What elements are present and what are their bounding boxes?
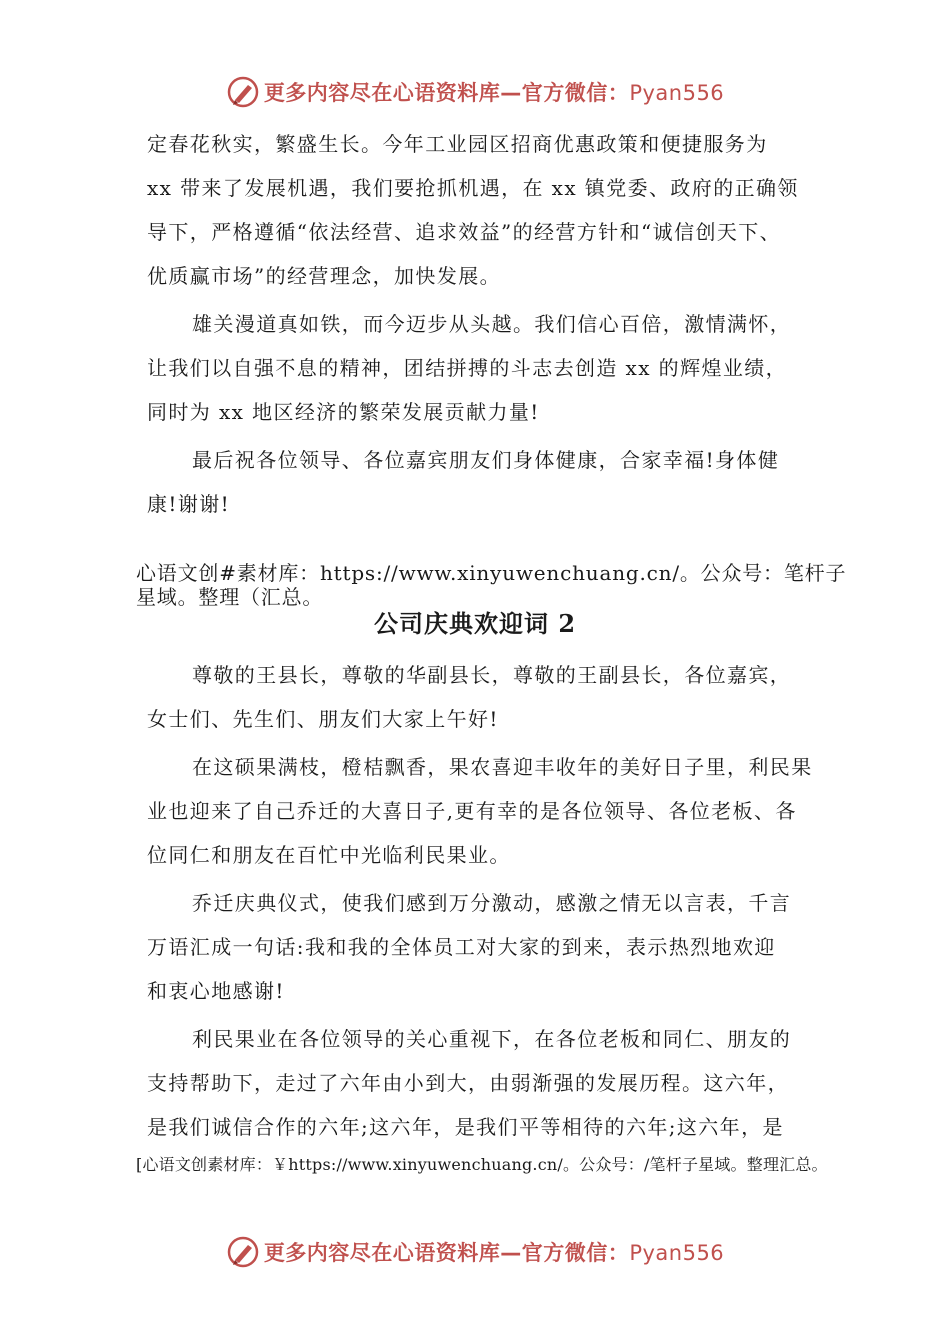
section-line: 乔迁庆典仪式，使我们感到万分激动，感激之情无以言表，千言 xyxy=(192,891,792,915)
section-line: 是我们诚信合作的六年;这六年，是我们平等相待的六年;这六年，是 xyxy=(147,1115,784,1139)
section-title: 公司庆典欢迎词 2 xyxy=(373,609,577,638)
banner-main-text: 更多内容尽在心语资料库—官方微信： xyxy=(263,81,630,105)
pen-circle-logo-icon xyxy=(226,75,260,109)
section-line: 万语汇成一句话:我和我的全体员工对大家的到来，表示热烈地欢迎 xyxy=(147,935,776,959)
section-line: 在这硕果满枝，橙桔飘香，果农喜迎丰收年的美好日子里，利民果 xyxy=(192,755,813,779)
section-line: 尊敬的王县长，尊敬的华副县长，尊敬的王副县长，各位嘉宾， xyxy=(192,663,792,687)
body-line: 让我们以自强不息的精神，团结拼搏的斗志去创造 xx 的辉煌业绩， xyxy=(147,356,788,380)
section-line: 位同仁和朋友在百忙中光临利民果业。 xyxy=(147,843,511,867)
section-line: 利民果业在各位领导的关心重视下，在各位老板和同仁、朋友的 xyxy=(192,1027,792,1051)
banner-text xyxy=(264,77,724,107)
body-line: 康!谢谢! xyxy=(147,492,231,516)
pen-circle-logo-icon xyxy=(226,1235,260,1269)
footer-source-note: [心语文创素材库：￥https://www.xinyuwenchuang.cn/。公众号：/笔杆子星域。整理汇总。 xyxy=(136,1155,828,1174)
section-line: 支持帮助下，走过了六年由小到大，由弱渐强的发展历程。这六年， xyxy=(147,1071,789,1095)
header-banner xyxy=(0,72,950,112)
section-line: 和衷心地感谢! xyxy=(147,979,285,1003)
section-line: 业也迎来了自己乔迁的大喜日子,更有幸的是各位领导、各位老板、各 xyxy=(147,799,797,823)
source-note-line2: 星域。整理（汇总。 xyxy=(136,585,324,609)
body-line: 最后祝各位领导、各位嘉宾朋友们身体健康，合家幸福!身体健 xyxy=(192,448,780,472)
body-line: 雄关漫道真如铁，而今迈步从头越。我们信心百倍，激情满怀， xyxy=(192,312,792,336)
body-line: 优质赢市场”的经营理念，加快发展。 xyxy=(147,264,502,288)
banner-text xyxy=(264,1237,724,1267)
source-note-line1: 心语文创#素材库：https://www.xinyuwenchuang.cn/。公众号：笔杆子 xyxy=(136,561,847,585)
body-line: xx 带来了发展机遇，我们要抢抓机遇，在 xx 镇党委、政府的正确领 xyxy=(147,176,799,200)
banner-main-text: 更多内容尽在心语资料库—官方微信： xyxy=(263,1241,630,1265)
body-line: 定春花秋实，繁盛生长。今年工业园区招商优惠政策和便捷服务为 xyxy=(147,132,768,156)
body-line: 导下，严格遵循“依法经营、追求效益”的经营方针和“诚信创天下、 xyxy=(147,220,782,244)
body-line: 同时为 xx 地区经济的繁荣发展贡献力量! xyxy=(147,400,540,424)
banner-wechat-id: Pyan556 xyxy=(629,81,725,105)
banner-wechat-id: Pyan556 xyxy=(629,1241,725,1265)
section-line: 女士们、先生们、朋友们大家上午好! xyxy=(147,707,499,731)
footer-banner xyxy=(0,1232,950,1272)
